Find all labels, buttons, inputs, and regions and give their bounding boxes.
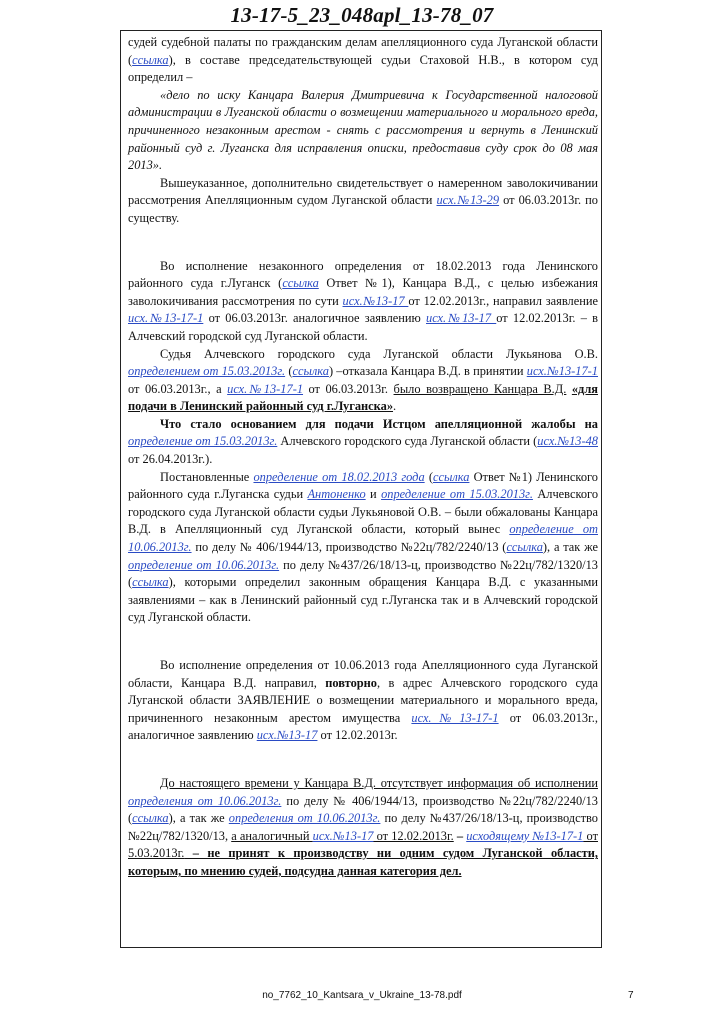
page-number: 7 — [628, 990, 634, 1001]
link-reference[interactable]: ссылка — [132, 52, 169, 67]
bold-text: Что стало основанием для подачи Истцом апелляционной жалобы на — [160, 416, 598, 431]
link-reference[interactable]: определение от 15.03.2013г. — [128, 434, 278, 449]
text: Ответ №1) Ленинского районного суда г.Луганска судьи — [128, 469, 598, 502]
paragraph-6 — [128, 416, 598, 469]
text: от 12.02.2013г. – в Алчевский городской суд Луганской области. — [128, 311, 598, 343]
link-reference[interactable]: определение от 15.03.2013г. — [381, 487, 533, 502]
text: . — [393, 399, 397, 414]
text: от 06.03.2013г. аналогичное заявлению — [203, 311, 427, 326]
bold-underlined-text: – не принят к производству ни одним судом Луганской области, которым, по мнению судей, подсудна данная категория дел. — [128, 846, 598, 878]
text: ), которыми определил законным обращения Канцара В.Д. с указанными заявлениями – как в Ленинский районный суд г.Луганска так и в Алчевский городской суд Луганской области. — [128, 575, 598, 625]
link-reference[interactable]: ссылка — [132, 575, 169, 590]
text: ), а так же — [168, 811, 229, 826]
spacer — [128, 627, 598, 657]
link-reference[interactable]: исх.№13-17-1 — [526, 364, 599, 379]
text: по делу № 406/1944/13, производство №22ц/782/2240/13 ( — [128, 793, 598, 826]
link-reference[interactable]: определения от 10.06.2013г. — [128, 793, 282, 808]
bold-text: повторно — [325, 675, 378, 690]
link-reference[interactable]: ссылка — [132, 811, 169, 826]
text: по делу №437/26/18/13-ц, производство №22ц/782/1320/13 ( — [128, 557, 598, 590]
paragraph-4 — [128, 258, 598, 346]
text: ), а так же — [542, 540, 599, 555]
document-header: 13-17-5_23_048apl_13-78_07 — [230, 3, 494, 27]
text: и — [365, 487, 382, 502]
text: ), в составе председательствующей судьи Стаховой Н.В., в котором суд определил – — [128, 52, 598, 85]
spacer — [128, 745, 598, 775]
text: от 12.02.2013г. — [317, 728, 398, 743]
paragraph-8 — [128, 657, 598, 745]
text: от 12.02.2013г., направил заявление — [408, 293, 598, 308]
link-reference[interactable]: определения от 10.06.2013г. — [228, 811, 381, 826]
text: Во исполнение незаконного определения от 18.02.2013 года Ленинского районного суда г.Луганск ( — [128, 258, 598, 291]
text: «дело по иску Канцара Валерия Дмитриевича к Государственной налоговой администрации в Луганской области о возмещении материального и морального вреда, причиненного незаконным арестом - снять с рассмотрения и вернуть в Ленинский районный суд г. Луганска для исправления описки, предоставив суду срок до 08 мая 2013». — [128, 87, 598, 173]
text: от 06.03.2013г. по существу. — [128, 193, 598, 225]
link-reference[interactable]: определение от 18.02.2013 года — [253, 469, 425, 484]
link-reference[interactable]: ссылка — [432, 469, 470, 484]
link-reference[interactable]: исх.№13-17-1 — [227, 381, 304, 396]
link-reference[interactable]: исх.№13-48 — [537, 434, 599, 449]
underlined-text: До настоящего времени у Канцара В.Д. отсутствует информация об исполнении — [160, 775, 598, 790]
text: по делу № 406/1944/13, производство №22ц/782/2240/13 ( — [191, 540, 507, 555]
paragraph-1 — [128, 34, 598, 87]
underlined-text: а аналогичный — [231, 828, 313, 843]
text: ) –отказала Канцара В.Д. в принятии — [328, 364, 527, 379]
text: от 06.03.2013г., аналогичное заявлению — [128, 710, 599, 743]
text: судей судебной палаты по гражданским делам апелляционного суда Луганской области ( — [128, 35, 598, 67]
text: Вышеуказанное, дополнительно свидетельствует о намеренном заволокичивании рассмотрения Апелляционным судом Луганской области — [128, 175, 598, 208]
spacer — [128, 228, 598, 258]
text: , в адрес Алчевского городского суда Луганской области ЗАЯВЛЕНИЕ о возмещении материального и морального вреда, причиненного незаконным арестом имущества — [128, 675, 598, 725]
bold-underlined-text: «для подачи в Ленинский районный суд г.Луганска» — [128, 381, 598, 414]
link-reference[interactable]: ссылка — [506, 540, 543, 555]
footer-filename: no_7762_10_Kantsara_v_Ukraine_13-78.pdf — [262, 990, 462, 1001]
paragraph-7 — [128, 469, 598, 627]
link-reference[interactable]: ссылка — [292, 364, 329, 379]
text: Постановленные — [160, 469, 254, 484]
link-reference[interactable]: определением от 15.03.2013г. — [128, 364, 286, 379]
text: Алчевского городского суда Луганской области судьи Лукьяновой О.В. – были обжалованы Канцара В.Д. в Апелляционный суд Луганской области, который вынес — [128, 487, 599, 537]
underlined-text: от 5.03.2013г. — [128, 828, 598, 861]
link-reference[interactable]: исх.№13-17-1 — [128, 311, 204, 326]
link-reference[interactable]: определение от 10.06.2013г. — [128, 522, 598, 555]
text: по делу №437/26/18/13-ц, производство №22ц/782/1320/13, — [128, 811, 598, 843]
link-reference[interactable]: исх.№13-17 — [426, 311, 497, 326]
text: от 06.03.2013г. — [303, 381, 394, 396]
underlined-text: от 12.02.2013г. — [373, 828, 454, 843]
link-reference[interactable]: Антоненко — [307, 487, 366, 502]
paragraph-3 — [128, 175, 598, 228]
text: ( — [424, 469, 433, 484]
link-reference[interactable]: исх.№13-17 — [342, 293, 409, 308]
link-reference[interactable]: определение от 10.06.2013г. — [128, 557, 280, 572]
link-reference[interactable]: исх.№13-17 — [312, 828, 374, 843]
text: Алчевского городского суда Луганской области ( — [277, 434, 538, 449]
link-reference[interactable]: исх.№13-17-1 — [411, 710, 499, 725]
document-body — [128, 34, 598, 881]
text: от 26.04.2013г.). — [128, 452, 213, 467]
link-reference[interactable]: ссылка — [282, 276, 319, 291]
underlined-text: было возвращено Канцара В.Д. — [393, 381, 567, 396]
paragraph-9 — [128, 775, 598, 881]
paragraph-5 — [128, 346, 598, 416]
text: от 06.03.2013г., а — [128, 381, 228, 396]
text: Судья Алчевского городского суда Луганской области Лукьянова О.В. — [160, 346, 598, 361]
link-reference[interactable]: исходящему №13-17-1 — [466, 828, 584, 843]
link-reference[interactable]: исх.№13-17 — [256, 728, 318, 743]
bold-text: – — [453, 828, 467, 843]
link-reference[interactable]: исх.№13-29 — [436, 193, 500, 208]
text: Ответ №1), Канцара В.Д., с целью избежания заволокичивания рассмотрения по сути — [128, 276, 598, 308]
paragraph-quote — [128, 87, 598, 175]
text: Во исполнение определения от 10.06.2013 года Апелляционного суда Луганской области, Канцара В.Д. направил, — [128, 658, 598, 690]
text: ( — [285, 364, 293, 379]
